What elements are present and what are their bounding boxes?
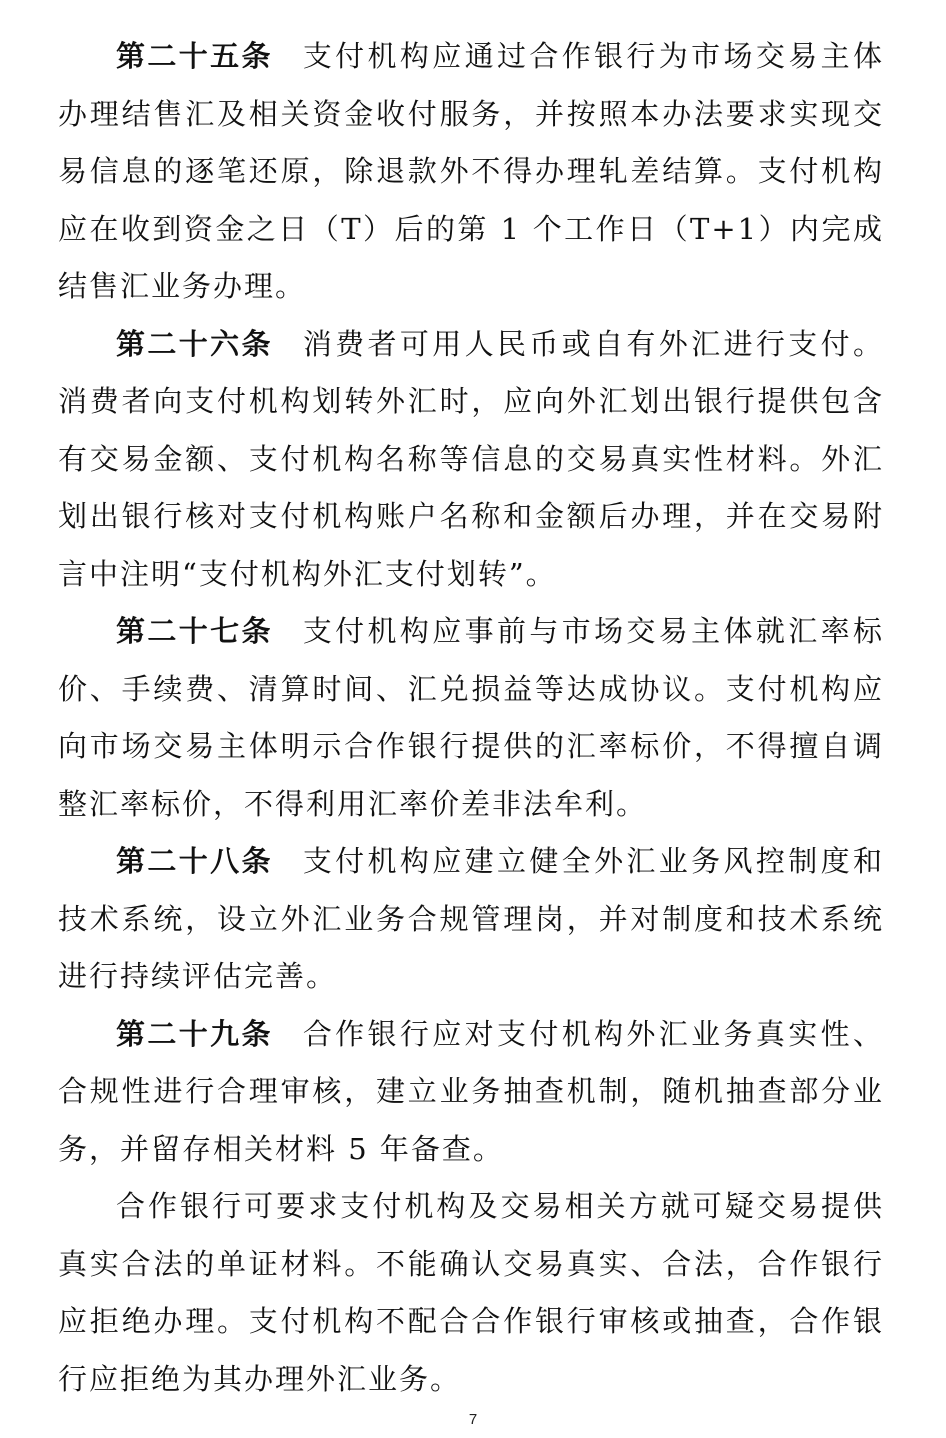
article-28-text: 支付机构应建立健全外汇业务风控制度和技术系统，设立外汇业务合规管理岗，并对制度和技术系统进行持续评估完善。 xyxy=(58,844,884,993)
article-27-title: 第二十七条 xyxy=(116,614,273,648)
article-29-paragraph xyxy=(58,1006,884,1179)
article-25-text: 支付机构应通过合作银行为市场交易主体办理结售汇及相关资金收付服务，并按照本办法要求实现交易信息的逐笔还原，除退款外不得办理轧差结算。支付机构应在收到资金之日（T）后的第 1 个工作日（T+1）内完成结售汇业务办理。 xyxy=(58,39,884,303)
article-26-text: 消费者可用人民币或自有外汇进行支付。消费者向支付机构划转外汇时，应向外汇划出银行提供包含有交易金额、支付机构名称等信息的交易真实性材料。外汇划出银行核对支付机构账户名称和金额后办理，并在交易附言中注明“支付机构外汇支付划转”。 xyxy=(58,326,884,591)
article-27-paragraph xyxy=(58,603,884,833)
article-25-paragraph xyxy=(58,28,884,316)
article-29-title: 第二十九条 xyxy=(116,1016,273,1051)
article-27-text: 支付机构应事前与市场交易主体就汇率标价、手续费、清算时间、汇兑损益等达成协议。支付机构应向市场交易主体明示合作银行提供的汇率标价，不得擅自调整汇率标价，不得利用汇率价差非法牟利。 xyxy=(58,614,884,821)
article-28-paragraph xyxy=(58,833,884,1006)
article-28-title: 第二十八条 xyxy=(116,844,273,878)
page-number: 7 xyxy=(468,1411,478,1428)
article-25-title: 第二十五条 xyxy=(116,39,273,73)
article-29-text: 合作银行应对支付机构外汇业务真实性、合规性进行合理审核，建立业务抽查机制，随机抽查部分业务，并留存相关材料 5 年备查。 xyxy=(58,1016,884,1166)
article-26-paragraph xyxy=(58,316,884,604)
article-26-title: 第二十六条 xyxy=(116,326,273,361)
article-29-continuation-text: 合作银行可要求支付机构及交易相关方就可疑交易提供真实合法的单证材料。不能确认交易真实、合法，合作银行应拒绝办理。支付机构不配合合作银行审核或抽查，合作银行应拒绝为其办理外汇业务。 xyxy=(58,1189,884,1396)
article-29-continuation-paragraph xyxy=(58,1178,884,1408)
document-body xyxy=(58,28,884,1408)
